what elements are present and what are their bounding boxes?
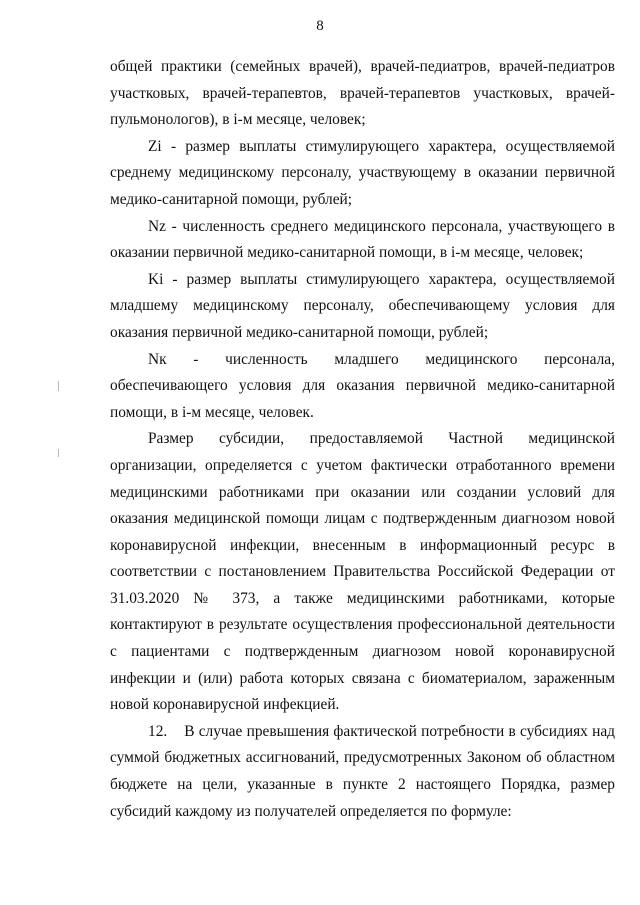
paragraph-subsidy-size: Размер субсидии, предоставляемой Частной медицинской организации, определяется с учетом фактически отработанного времени медицинскими работниками при оказании или создании условий для оказания медицинской помощи лицам с подтвержденным диагнозом новой коронавирусной инфекции, внесенным в информационный ресурс в соответствии с постановлением Правительства Российской Федерации от 31.03.2020 № 373, а также медицинскими работниками, которые контактируют в результате осуществления профессиональной деятельности с пациентами с подтвержденным диагнозом новой коронавирусной инфекции и (или) работа которых связана с биоматериалом, зараженным новой коронавирусной инфекцией. bbox=[110, 430, 615, 714]
paragraph-item-12: 12. В случае превышения фактической потребности в субсидиях над суммой бюджетных ассигнований, предусмотренных Законом об областном бюджете на цели, указанные в пункте 2 настоящего Порядка, размер субсидий каждому из получателей определяется по формуле: bbox=[110, 722, 615, 820]
paragraph-zi-definition: Zi - размер выплаты стимулирующего характера, осуществляемой среднему медицинскому персоналу, участвующему в оказании первичной медико-санитарной помощи, рублей; bbox=[110, 137, 615, 208]
margin-mark bbox=[58, 381, 59, 391]
paragraph-nz-definition: Nz - численность среднего медицинского персонала, участвующего в оказании первичной медико-санитарной помощи, в i-м месяце, человек; bbox=[110, 217, 615, 262]
body-text bbox=[110, 54, 615, 825]
paragraph-nk-definition: Nк - численность младшего медицинского персонала, обеспечивающего условия для оказания первичной медико-санитарной помощи, в i-м месяце, человек. bbox=[110, 350, 615, 421]
page-number: 8 bbox=[316, 18, 324, 34]
paragraph-continuation: общей практики (семейных врачей), врачей-педиатров, врачей-педиатров участковых, врачей-терапевтов, врачей-терапевтов участковых, врачей-пульмонологов), в i-м месяце, человек; bbox=[110, 58, 615, 129]
paragraph-ki-definition: Ki - размер выплаты стимулирующего характера, осуществляемой младшему медицинскому персоналу, обеспечивающему условия для оказания первичной медико-санитарной помощи, рублей; bbox=[110, 270, 615, 341]
margin-mark bbox=[58, 449, 59, 457]
